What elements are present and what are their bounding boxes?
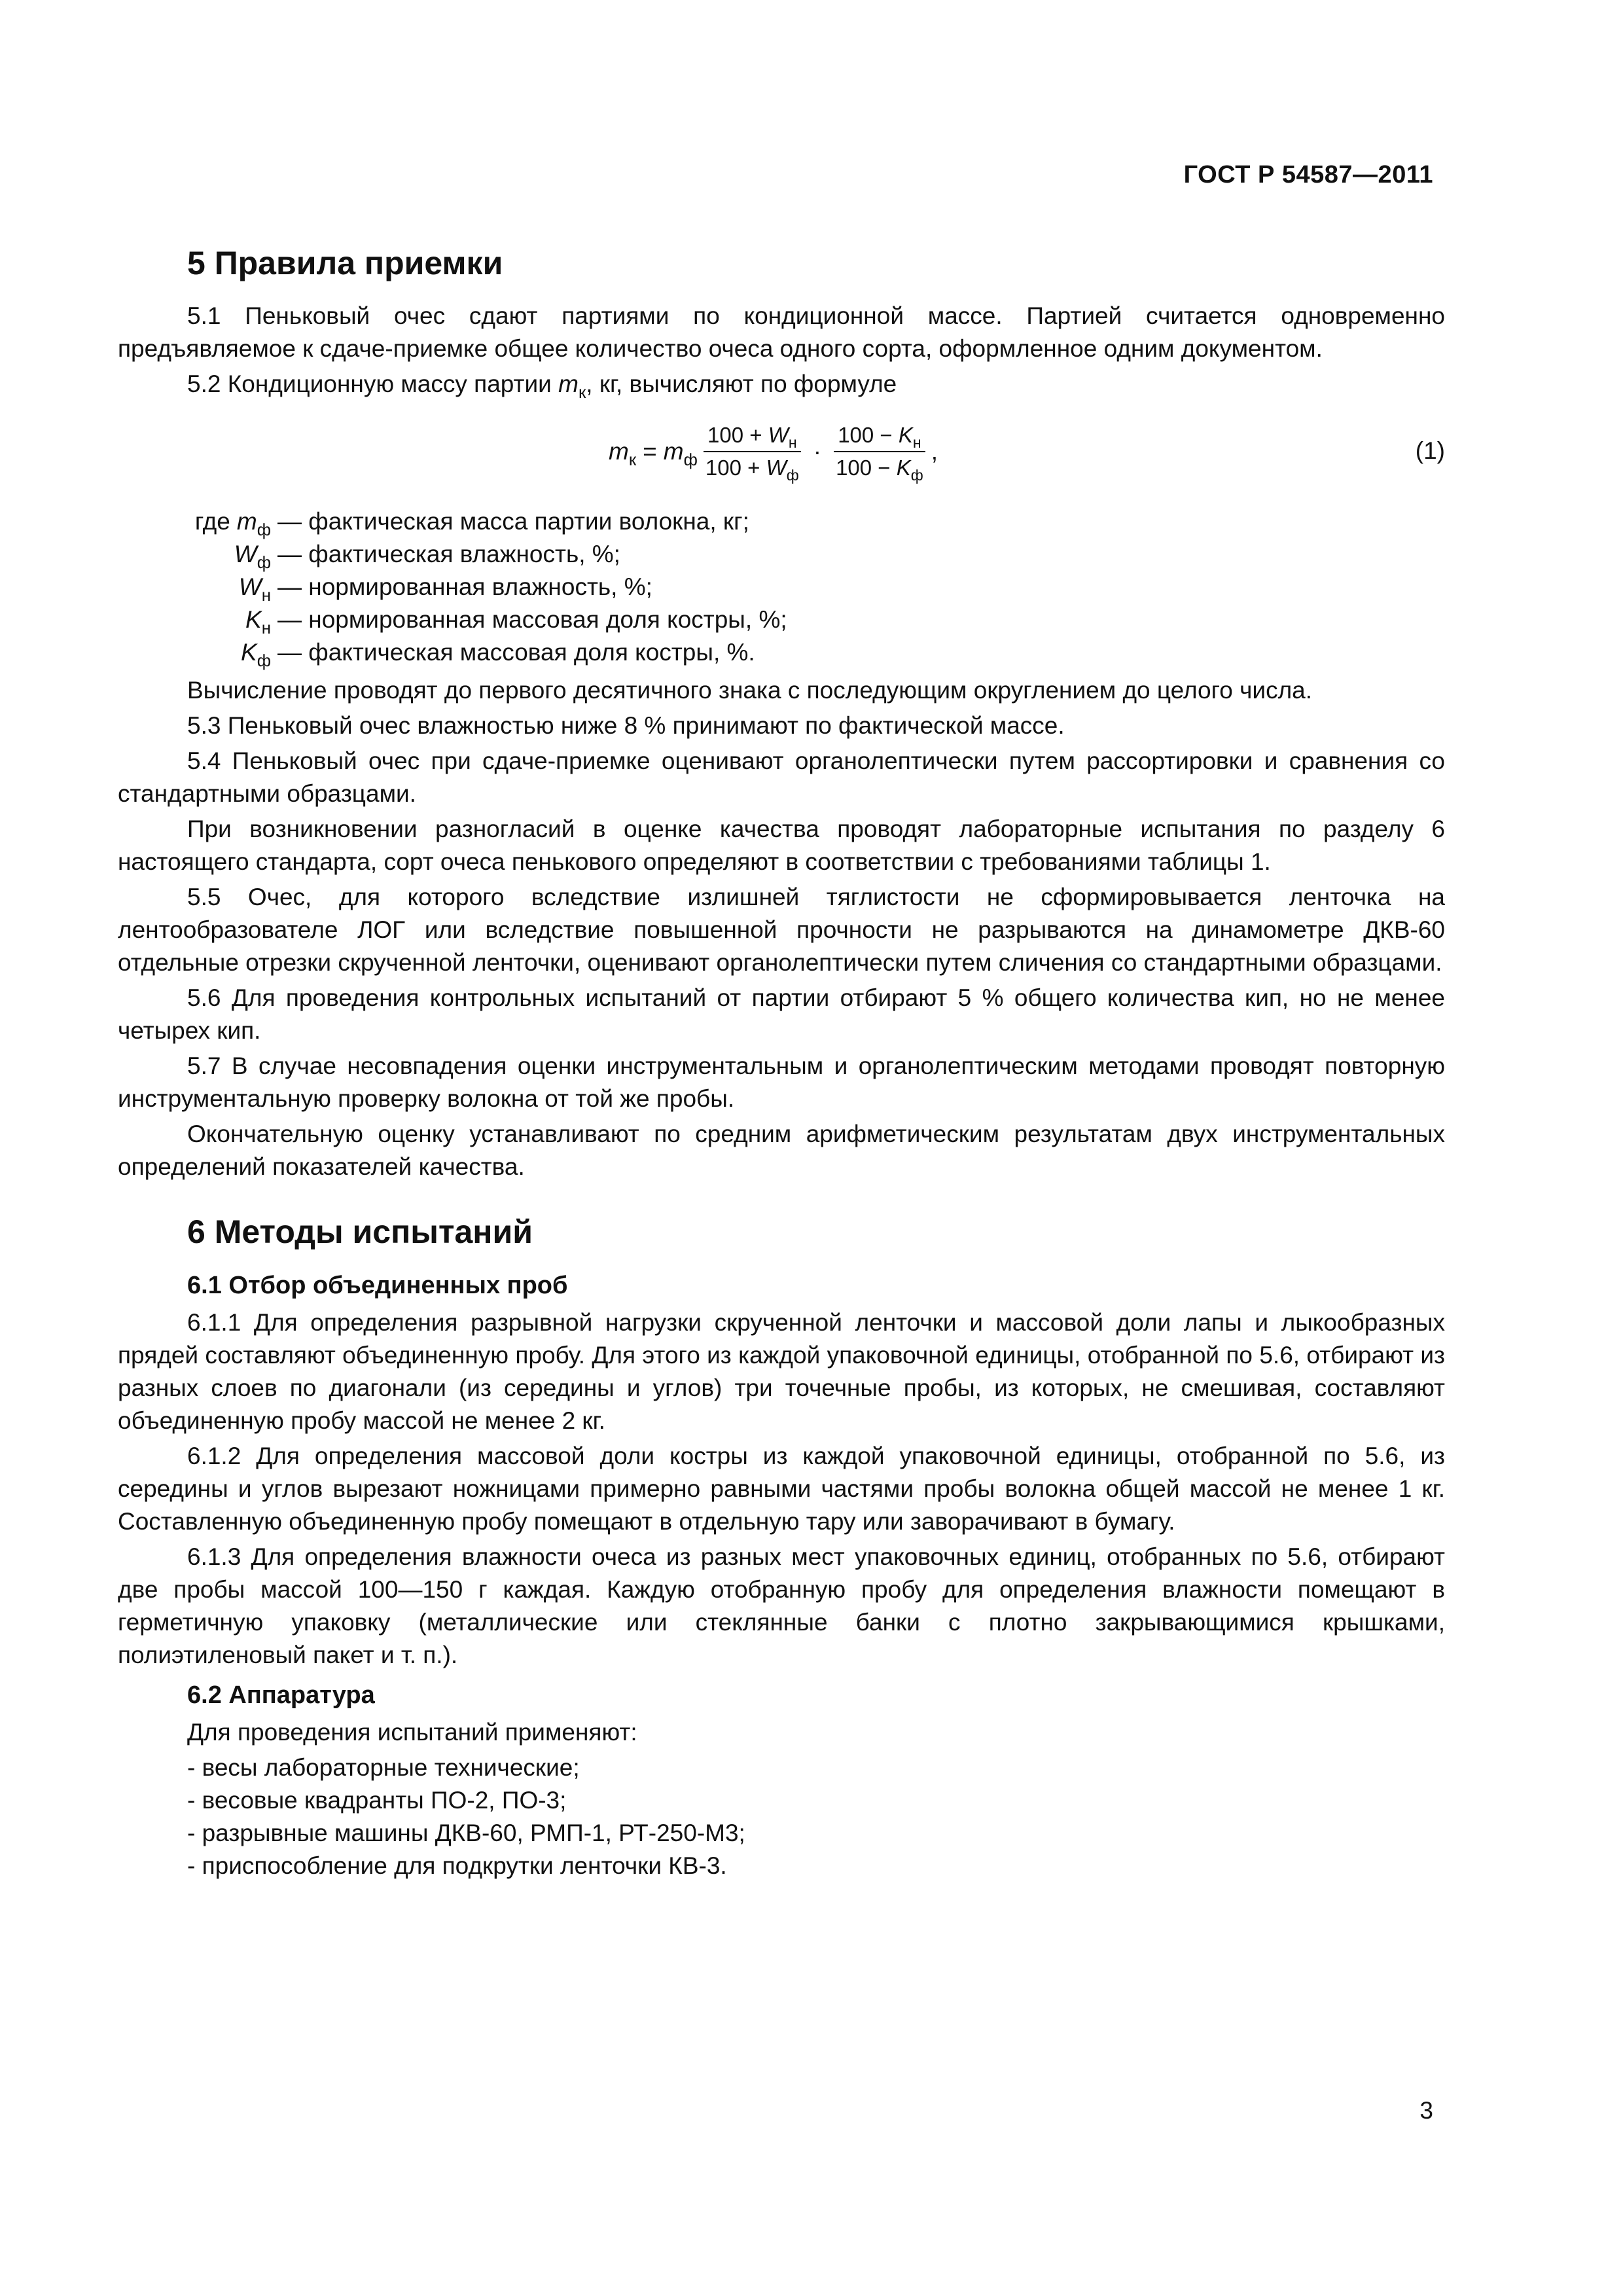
legend-description: — фактическая массовая доля костры, %. [277, 639, 755, 666]
legend-sub: ф [257, 652, 271, 671]
legend-row [118, 571, 1445, 603]
legend-symbol [118, 636, 271, 669]
subsection-6-2-title: 6.2 Аппаратура [187, 1681, 375, 1709]
fraction-moisture-numerator [704, 422, 801, 452]
equipment-list [118, 1751, 1445, 1882]
legend-sub: н [261, 619, 271, 638]
f1-den-var: W [766, 456, 787, 480]
formula-actual-mass [664, 435, 698, 468]
f2-den-var: K [896, 456, 911, 480]
paragraph-6-1-1: 6.1.1 Для определения разрывной нагрузки скрученной ленточки и массовой доли лапы и лыкообразных прядей составляют объединенную пробу. Для этого из каждой упаковочной единицы, отобранной по 5.6, отбирают из разных слоев по диагонали (из середины и углов) три точечные пробы, из которых, не смешивая, составляют объединенную пробу массой не менее 2 кг. [118, 1309, 1445, 1434]
paragraph-5-7: 5.7 В случае несовпадения оценки инструментальным и органолептическим методами проводят повторную инструментальную проверку волокна от той же пробы. [118, 1052, 1445, 1112]
formula-1 [118, 412, 1445, 491]
formula-legend [118, 505, 1445, 669]
fraction-shive-denominator [832, 452, 927, 482]
legend-var: W [234, 541, 257, 567]
legend-row [118, 636, 1445, 669]
paragraph-5-4: 5.4 Пеньковый очес при сдаче-приемке оценивают органолептически путем рассортировки и сравнения со стандартными образцами. [118, 747, 1445, 807]
paragraph-5-7-final: Окончательную оценку устанавливают по средним арифметическим результатам двух инструментальных определений показателей качества. [118, 1121, 1445, 1180]
legend-description: — фактическая масса партии волокна, кг; [277, 508, 749, 535]
list-item: - весы лабораторные технические; [187, 1751, 1445, 1784]
fraction-moisture-denominator [702, 452, 803, 482]
paragraph-5-1: 5.1 Пеньковый очес сдают партиями по кондиционной массе. Партией считается одновременно предъявляемое к сдаче-приемке общее количество очеса одного сорта, оформленное одним документом. [118, 302, 1445, 362]
f2-num-const: 100 − [838, 423, 893, 447]
paragraph-5-2-prefix: 5.2 Кондиционную массу партии [187, 370, 552, 397]
legend-sub: ф [257, 554, 271, 573]
legend-var: K [245, 606, 262, 633]
paragraph-6-2-intro: Для проведения испытаний применяют: [187, 1719, 637, 1746]
list-item: - весовые квадранты ПО-2, ПО-3; [187, 1784, 1445, 1817]
formula-lhs [609, 435, 636, 468]
legend-sub: ф [257, 521, 271, 540]
legend-symbol [118, 505, 271, 538]
list-item: - разрывные машины ДКВ-60, РМП-1, РТ-250-М3; [187, 1817, 1445, 1850]
formula-lhs-var: m [609, 438, 629, 465]
paragraph-5-6: 5.6 Для проведения контрольных испытаний от партии отбирают 5 % общего количества кип, но не менее четырех кип. [118, 984, 1445, 1044]
conditioned-mass-subscript: к [578, 384, 586, 403]
f2-den-const: 100 − [836, 456, 891, 480]
paragraph-5-4-disputes: При возникновении разногласий в оценке качества проводят лабораторные испытания по разделу 6 настоящего стандарта, сорт очеса пенькового определяют в соответствии с требованиями таблицы 1. [118, 816, 1445, 875]
legend-var: W [238, 573, 262, 600]
subsection-6-1-title: 6.1 Отбор объединенных проб [187, 1272, 568, 1299]
formula-trailing-comma: , [931, 438, 938, 465]
fraction-shive-numerator [834, 422, 925, 452]
legend-description: — нормированная массовая доля костры, %; [277, 606, 787, 633]
paragraph-5-3: 5.3 Пеньковый очес влажностью ниже 8 % принимают по фактической массе. [187, 712, 1065, 739]
legend-var: K [241, 639, 257, 666]
legend-sub: н [261, 586, 271, 605]
list-item: - приспособление для подкрутки ленточки КВ-3. [187, 1850, 1445, 1882]
f1-den-const: 100 + [705, 456, 760, 480]
formula-multiply-dot: · [813, 438, 822, 465]
paragraph-6-1-2: 6.1.2 Для определения массовой доли костры из каждой упаковочной единицы, отобранной по 5.6, из середины и углов вырезают ножницами примерно равными частями пробы волокна общей массой не менее 1 кг. Составленную объединенную пробу помещают в отдельную тару или заворачивают в бумагу. [118, 1443, 1445, 1535]
f1-den-sub: ф [786, 467, 799, 484]
legend-var: m [236, 508, 257, 535]
section-6-title: 6 Методы испытаний [187, 1213, 533, 1250]
page-content [118, 242, 1445, 1882]
paragraph-5-5: 5.5 Очес, для которого вследствие излишней тяглистости не сформировывается ленточка на лентообразователе ЛОГ или вследствие повышенной прочности не разрываются на динамометре ДКВ-60 отдельные отрезки скрученной ленточки, оценивают органолептически путем сличения со стандартными образцами. [118, 884, 1445, 976]
legend-description: — нормированная влажность, %; [277, 573, 652, 600]
conditioned-mass-symbol: m [558, 370, 579, 397]
formula-fraction-shive [832, 422, 927, 482]
f2-num-sub: н [912, 434, 921, 452]
formula-number: (1) [1415, 437, 1445, 464]
section-5-title: 5 Правила приемки [187, 245, 503, 281]
paragraph-calculation-rounding: Вычисление проводят до первого десятичного знака с последующим округлением до целого числа. [187, 677, 1313, 704]
formula-equals: = [643, 438, 657, 465]
f1-num-sub: н [788, 434, 797, 452]
legend-where-word: где [194, 508, 230, 535]
f1-num-const: 100 + [707, 423, 762, 447]
document-code: ГОСТ Р 54587—2011 [1183, 161, 1433, 188]
legend-row [118, 603, 1445, 636]
legend-row [118, 538, 1445, 571]
paragraph-6-1-3: 6.1.3 Для определения влажности очеса из разных мест упаковочных единиц, отобранных по 5.6, отбирают две пробы массой 100—150 г каждая. Каждую отобранную пробу для определения влажности помещают в герметичную упаковку (металлические или стеклянные банки с плотно закрывающимися крышками, полиэтиленовый пакет и т. п.). [118, 1543, 1445, 1668]
f1-num-var: W [768, 423, 789, 447]
f2-den-sub: ф [910, 467, 923, 484]
page-number: 3 [1419, 2097, 1433, 2124]
paragraph-5-2-suffix: , кг, вычисляют по формуле [586, 370, 897, 397]
formula-lhs-sub: к [628, 451, 637, 470]
formula-m-sub: ф [683, 451, 698, 470]
formula-fraction-moisture [702, 422, 803, 482]
legend-description: — фактическая влажность, %; [277, 541, 620, 567]
legend-row [118, 505, 1445, 538]
legend-symbol [118, 571, 271, 603]
formula-expression [609, 412, 938, 491]
legend-symbol [118, 603, 271, 636]
paragraph-5-2 [118, 368, 1445, 401]
legend-symbol [118, 538, 271, 571]
formula-m-var: m [663, 438, 684, 465]
f2-num-var: K [898, 423, 913, 447]
